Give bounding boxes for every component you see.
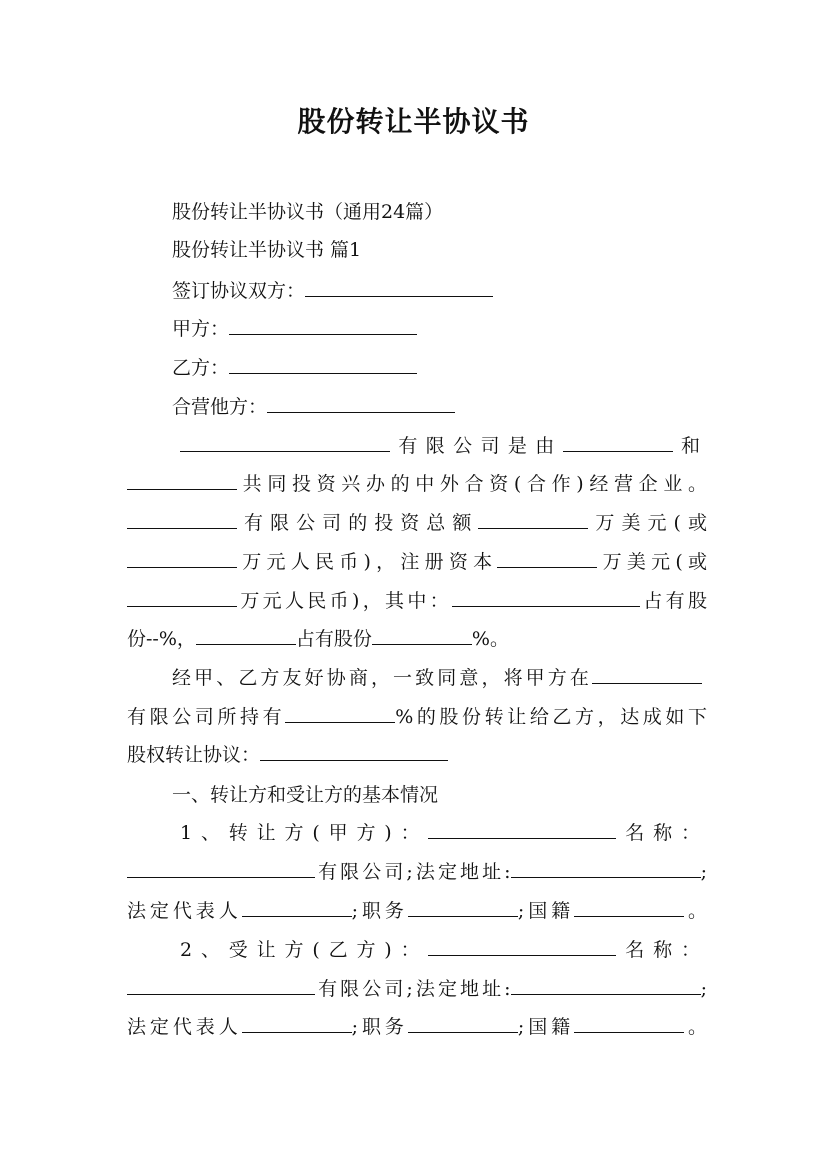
subtitle-line: 股份转让半协议书（通用24篇） bbox=[172, 201, 444, 223]
paragraph-line: 1、转让方(甲方)： 名称： bbox=[180, 822, 700, 844]
blank-line bbox=[260, 742, 448, 761]
blank-line bbox=[127, 588, 237, 607]
blank-line bbox=[428, 937, 616, 956]
blank-line bbox=[127, 976, 315, 995]
section-heading: 一、转让方和受让方的基本情况 bbox=[172, 784, 439, 806]
blank-line bbox=[242, 898, 352, 917]
blank-line bbox=[574, 1014, 684, 1033]
paragraph-line: 有限公司;法定地址: ; bbox=[127, 976, 707, 1002]
blank-line bbox=[127, 859, 315, 878]
section-heading: 股份转让半协议书 篇1 bbox=[172, 239, 362, 261]
blank-line bbox=[497, 549, 597, 568]
blank-line bbox=[285, 704, 395, 723]
blank-line bbox=[180, 433, 390, 452]
paragraph-line: 经甲、乙方友好协商，一致同意，将甲方在 bbox=[172, 665, 702, 691]
blank-line bbox=[511, 976, 701, 995]
paragraph-line: 有限公司所持有 %的股份转让给乙方，达成如下 bbox=[127, 706, 707, 728]
parties-line: 签订协议双方： bbox=[172, 278, 493, 304]
document-title: 股份转让半协议书 bbox=[297, 105, 530, 138]
blank-line bbox=[511, 859, 701, 878]
blank-line bbox=[574, 898, 684, 917]
paragraph-line: 共同投资兴办的中外合资(合作)经营企业。 bbox=[127, 471, 707, 497]
party-b-line: 乙方： bbox=[172, 355, 417, 381]
blank-line bbox=[229, 316, 417, 335]
blank-line bbox=[196, 626, 296, 645]
blank-line bbox=[408, 898, 518, 917]
blank-line bbox=[305, 278, 493, 297]
other-party-line: 合营他方： bbox=[172, 394, 455, 420]
blank-line bbox=[408, 1014, 518, 1033]
paragraph-line: 有限公司;法定地址: ; bbox=[127, 859, 707, 885]
blank-line bbox=[452, 588, 640, 607]
paragraph-line: 2、受让方(乙方)： 名称： bbox=[180, 939, 700, 961]
blank-line bbox=[229, 355, 417, 374]
paragraph-line: 有限公司是由 和 bbox=[180, 433, 700, 459]
blank-line bbox=[563, 433, 673, 452]
blank-line bbox=[592, 665, 702, 684]
blank-line bbox=[242, 1014, 352, 1033]
blank-line bbox=[127, 549, 237, 568]
paragraph-line: 万元人民币)，注册资本 万美元(或 bbox=[127, 549, 707, 575]
paragraph-line: 份--%， 占有股份 %。 bbox=[127, 628, 509, 650]
paragraph-line: 法定代表人 ;职务 ;国籍 。 bbox=[127, 900, 707, 922]
paragraph-line: 有限公司的投资总额 万美元(或 bbox=[127, 510, 707, 536]
blank-line bbox=[372, 626, 472, 645]
paragraph-line: 法定代表人 ;职务 ;国籍 。 bbox=[127, 1016, 707, 1038]
blank-line bbox=[428, 820, 616, 839]
blank-line bbox=[267, 394, 455, 413]
paragraph-line: 股权转让协议： bbox=[127, 742, 448, 768]
blank-line bbox=[127, 471, 237, 490]
party-a-line: 甲方： bbox=[172, 316, 417, 342]
blank-line bbox=[478, 510, 588, 529]
blank-line bbox=[127, 510, 237, 529]
paragraph-line: 万元人民币)，其中： 占有股 bbox=[127, 588, 707, 614]
